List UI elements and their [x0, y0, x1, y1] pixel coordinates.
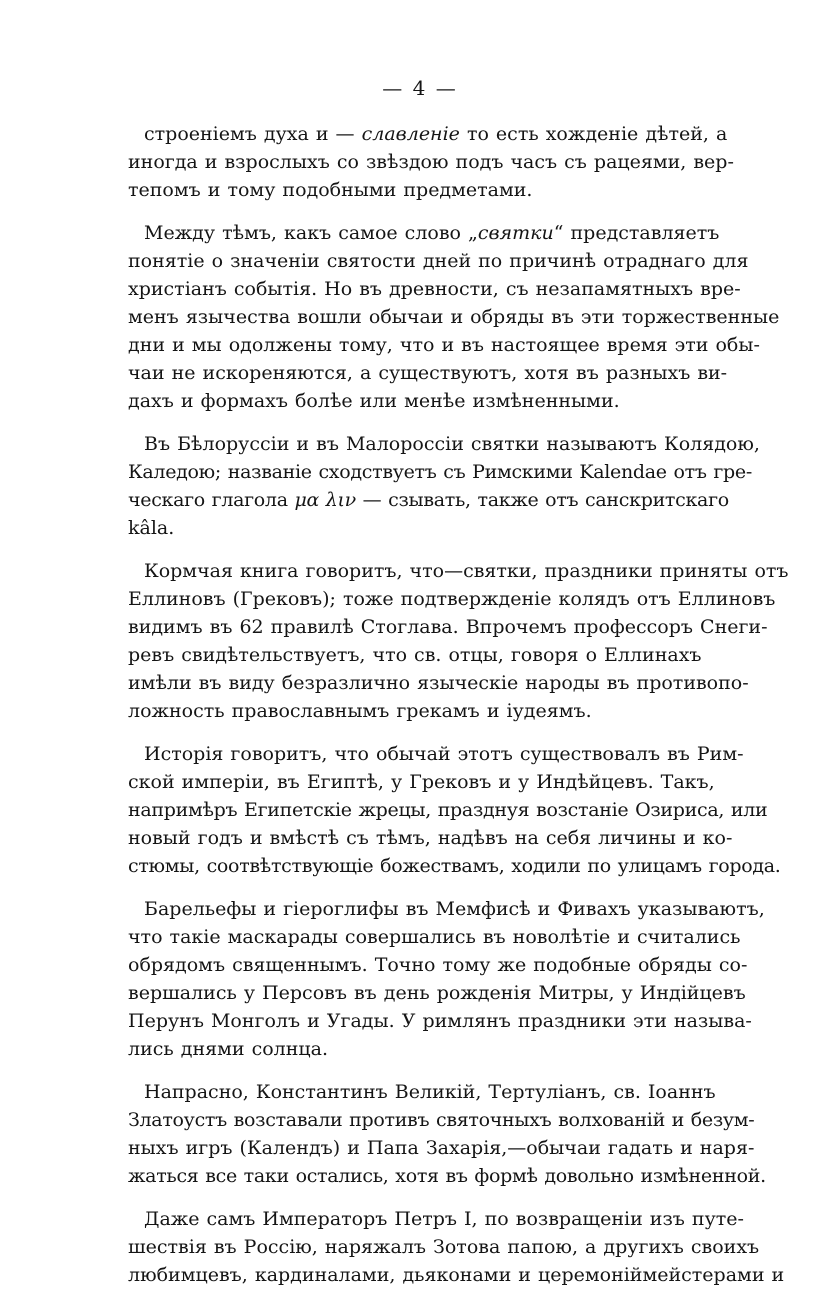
text-line: вершались у Персовъ въ день рожденія Митры, у Индійцевъ [128, 982, 746, 1004]
text-line: Между тѣмъ, какъ самое слово „святки“ представляетъ [144, 222, 720, 244]
text-line: Каледою; названіе сходствуетъ съ Римскими Kalendae отъ гре- [128, 461, 752, 483]
paragraph [128, 120, 734, 204]
text-line: имѣли въ виду безразлично языческіе народы въ противопо- [128, 672, 749, 694]
text-line: шествія въ Россію, наряжалъ Зотова папою, а другихъ своихъ [128, 1236, 760, 1258]
text-line: Кормчая книга говоритъ, что—святки, праздники приняты отъ [144, 560, 789, 582]
text-line: лись днями солнца. [128, 1038, 328, 1060]
text-line: тепомъ и тому подобными предметами. [128, 179, 533, 201]
text-line: жаться все таки остались, хотя въ формѣ довольно измѣненной. [128, 1165, 766, 1187]
text-line: любимцевъ, кардиналами, дьяконами и церемоніймейстерами и [128, 1264, 785, 1286]
text-line: дахъ и формахъ болѣе или менѣе измѣненными. [128, 390, 620, 412]
text-line: строеніемъ духа и — славленіе то есть хожденіе дѣтей, а [144, 123, 728, 145]
text-line: ныхъ игръ (Календъ) и Папа Захарія,—обычаи гадать и наря- [128, 1137, 755, 1159]
text-line: напримѣръ Египетскіе жрецы, празднуя возстаніе Озириса, или [128, 799, 768, 821]
text-line: ской имперіи, въ Египтѣ, у Грековъ и у Индѣйцевъ. Такъ, [128, 771, 715, 793]
text-line: ческаго глагола μα λιν — сзывать, также отъ санскритскаго [128, 489, 729, 511]
paragraph [128, 895, 765, 1063]
text-line: понятіе о значеніи святости дней по причинѣ отраднаго для [128, 250, 749, 272]
text-line: Исторія говоритъ, что обычай этотъ существовалъ въ Рим- [144, 743, 744, 765]
italic-word: святки [477, 222, 554, 244]
page-number: — 4 — [382, 76, 458, 100]
text-line: дни и мы одолжены тому, что и въ настоящее время эти обы- [128, 334, 760, 356]
paragraph [128, 219, 780, 415]
text-line: менъ язычества вошли обычаи и обряды въ эти торжественные [128, 306, 780, 328]
text-line: Напрасно, Константинъ Великій, Тертуліанъ, св. Іоаннъ [144, 1081, 716, 1103]
text-line: Еллиновъ (Грековъ); тоже подтвержденіе колядъ отъ Еллиновъ [128, 588, 776, 610]
text-line: Перунъ Монголъ и Угады. У римлянъ праздники эти называ- [128, 1010, 752, 1032]
paragraph [128, 1078, 766, 1190]
text-line: Въ Бѣлоруссіи и въ Малороссіи святки называютъ Колядою, [144, 433, 760, 455]
text-line: Барельефы и гіероглифы въ Мемфисѣ и Фивахъ указываютъ, [144, 898, 765, 920]
text-line: что такіе маскарады совершались въ новолѣтіе и считались [128, 926, 741, 948]
text-line: kâla. [128, 517, 175, 539]
text-line: чаи не искореняются, а существуютъ, хотя въ разныхъ ви- [128, 362, 728, 384]
text-line: Даже самъ Императоръ Петръ I, по возвращеніи изъ путе- [144, 1208, 744, 1230]
italic-word: μα λιν [294, 489, 356, 511]
text-line: видимъ въ 62 правилѣ Стоглава. Впрочемъ профессоръ Снеги- [128, 616, 768, 638]
paragraph [128, 557, 789, 725]
text-line: ревъ свидѣтельствуетъ, что св. отцы, говоря о Еллинахъ [128, 644, 702, 666]
text-line: христіанъ событія. Но въ древности, съ незапамятныхъ вре- [128, 278, 741, 300]
paragraph [128, 430, 760, 542]
body-text [128, 120, 789, 1304]
paragraph [128, 1205, 785, 1289]
text-line: ложность православнымъ грекамъ и іудеямъ. [128, 700, 592, 722]
text-line: новый годъ и вмѣстѣ съ тѣмъ, надѣвъ на себя личины и ко- [128, 827, 733, 849]
text-line: Златоустъ возставали противъ святочныхъ волхованій и безум- [128, 1109, 755, 1131]
text-line: иногда и взрослыхъ со звѣздою подъ часъ съ рацеями, вер- [128, 151, 734, 173]
italic-word: славленіе [361, 123, 460, 145]
paragraph [128, 740, 781, 880]
text-line: обрядомъ священнымъ. Точно тому же подобные обряды со- [128, 954, 748, 976]
text-line: стюмы, соотвѣтствующіе божествамъ, ходили по улицамъ города. [128, 855, 781, 877]
